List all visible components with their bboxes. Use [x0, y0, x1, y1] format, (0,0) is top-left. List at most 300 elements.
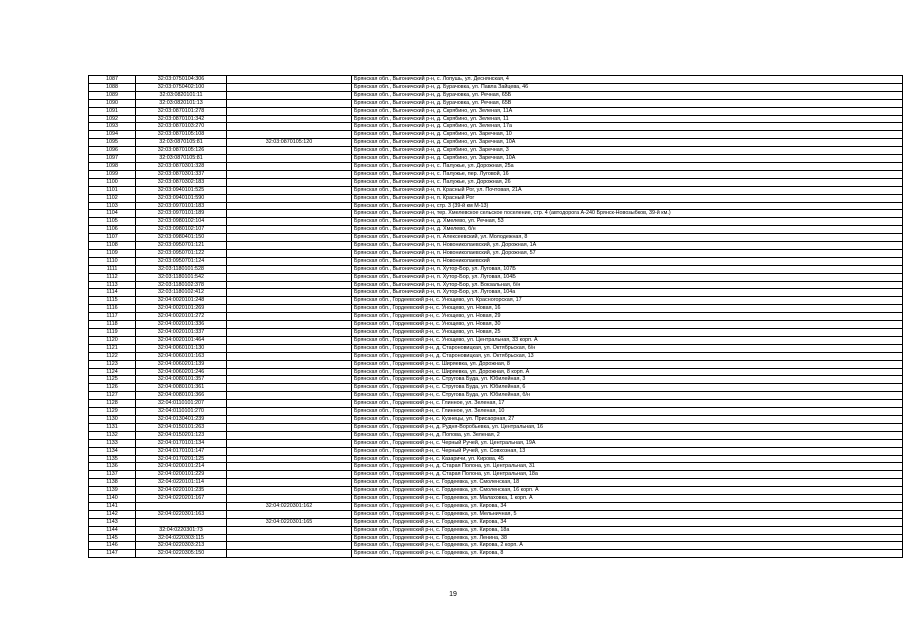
cadastral-number-cell: 32:04:0150201:123: [136, 431, 227, 439]
row-number-cell: 1129: [89, 408, 136, 416]
parent-cadastral-cell: [227, 495, 352, 503]
address-cell: Брянская обл., Гордеевский р-н, с. Гордеевка, ул. Смоленская, 16 корп. А: [352, 487, 903, 495]
parent-cadastral-cell: [227, 463, 352, 471]
table-row: [89, 408, 903, 416]
table-row: [89, 463, 903, 471]
table-row: [89, 249, 903, 257]
address-cell: Брянская обл., Гордеевский р-н, с. Ширяевка, ул. Дорожная, 8 корп. А: [352, 368, 903, 376]
cadastral-register-table: [88, 75, 903, 558]
address-cell: Брянская обл., Гордеевский р-н, с. Гордеевка, ул. Кирова, 8: [352, 550, 903, 558]
table-row: [89, 281, 903, 289]
row-number-cell: 1102: [89, 194, 136, 202]
table-row: [89, 265, 903, 273]
row-number-cell: 1111: [89, 265, 136, 273]
row-number-cell: 1137: [89, 471, 136, 479]
row-number-cell: 1098: [89, 162, 136, 170]
row-number-cell: 1127: [89, 392, 136, 400]
address-cell: Брянская обл., Гордеевский р-н, с. Глинное, ул. Зеленая, 17: [352, 400, 903, 408]
table-row: [89, 186, 903, 194]
address-cell: Брянская обл., Гордеевский р-н, д. Попова, ул. Зеленая, 2: [352, 431, 903, 439]
address-cell: Брянская обл., Выгоничский р-н, с. Лопушь, ул. Деснянская, 4: [352, 76, 903, 84]
parent-cadastral-cell: [227, 439, 352, 447]
table-row: [89, 313, 903, 321]
row-number-cell: 1133: [89, 439, 136, 447]
row-number-cell: 1147: [89, 550, 136, 558]
cadastral-number-cell: 32:04:0170101:134: [136, 439, 227, 447]
table-row: [89, 242, 903, 250]
row-number-cell: 1125: [89, 376, 136, 384]
parent-cadastral-cell: [227, 400, 352, 408]
cadastral-number-cell: 32:04:0060201:139: [136, 360, 227, 368]
table-row: [89, 107, 903, 115]
row-number-cell: 1087: [89, 76, 136, 84]
parent-cadastral-cell: 32:04:0220301:162: [227, 502, 352, 510]
cadastral-number-cell: 32:04:0080101:366: [136, 392, 227, 400]
address-cell: Брянская обл., Гордеевский р-н, с. Черный Ручей, ул. Совхозная, 13: [352, 447, 903, 455]
row-number-cell: 1123: [89, 360, 136, 368]
address-cell: Брянская обл., Гордеевский р-н, с. Ширяевка, ул. Дорожная, 8: [352, 360, 903, 368]
cadastral-number-cell: 32:04:0060201:246: [136, 368, 227, 376]
table-body: [89, 76, 903, 558]
parent-cadastral-cell: [227, 210, 352, 218]
table-row: [89, 305, 903, 313]
parent-cadastral-cell: [227, 431, 352, 439]
address-cell: Брянская обл., Гордеевский р-н, с. Гордеевка, ул. Кирова, 2 корп. А: [352, 542, 903, 550]
address-cell: Брянская обл., Выгоничский р-н, д. Скрябино, ул. Зеленая, 11: [352, 115, 903, 123]
parent-cadastral-cell: [227, 218, 352, 226]
address-cell: Брянская обл., Гордеевский р-н, с. Унощево, ул. Новая, 30: [352, 321, 903, 329]
cadastral-number-cell: 32:04:0130401:239: [136, 415, 227, 423]
cadastral-number-cell: 32:03:0750104:306: [136, 76, 227, 84]
parent-cadastral-cell: [227, 447, 352, 455]
address-cell: Брянская обл., Выгоничский р-н, д. Хмелево, б/н: [352, 226, 903, 234]
parent-cadastral-cell: [227, 273, 352, 281]
table-row: [89, 218, 903, 226]
cadastral-number-cell: 32:03:0820101:11: [136, 91, 227, 99]
parent-cadastral-cell: [227, 344, 352, 352]
address-cell: Брянская обл., Выгоничский р-н, п. Красный Рог, ул. Почтовая, 21А: [352, 186, 903, 194]
address-cell: Брянская обл., Гордеевский р-н, с. Гордеевка, ул. Кирова, 34: [352, 518, 903, 526]
table-row: [89, 210, 903, 218]
parent-cadastral-cell: [227, 526, 352, 534]
table-row: [89, 368, 903, 376]
address-cell: Брянская обл., Выгоничский р-н, д. Хмелево, ул. Речная, 53: [352, 218, 903, 226]
row-number-cell: 1095: [89, 139, 136, 147]
parent-cadastral-cell: [227, 202, 352, 210]
parent-cadastral-cell: [227, 76, 352, 84]
parent-cadastral-cell: [227, 257, 352, 265]
table-row: [89, 526, 903, 534]
parent-cadastral-cell: [227, 360, 352, 368]
address-cell: Брянская обл., Гордеевский р-н, с. Гордеевка, ул. Ленина, 38: [352, 534, 903, 542]
table-row: [89, 194, 903, 202]
parent-cadastral-cell: [227, 249, 352, 257]
page-number: 19: [449, 591, 457, 598]
cadastral-number-cell: 32:04:0220201:167: [136, 495, 227, 503]
cadastral-number-cell: 32:03:0870105:81: [136, 139, 227, 147]
row-number-cell: 1132: [89, 431, 136, 439]
address-cell: Брянская обл., Выгоничский р-н, с. Палужье, ул. Дорожная, 25а: [352, 162, 903, 170]
parent-cadastral-cell: [227, 91, 352, 99]
address-cell: Брянская обл., Гордеевский р-н, с. Унощево, ул. Новая, 16: [352, 305, 903, 313]
parent-cadastral-cell: [227, 147, 352, 155]
cadastral-number-cell: 32:03:1180101:542: [136, 273, 227, 281]
row-number-cell: 1122: [89, 352, 136, 360]
address-cell: Брянская обл., Гордеевский р-н, д. Староновицкая, ул. Октябрьская, б/н: [352, 344, 903, 352]
cadastral-number-cell: 32:04:0020101:248: [136, 297, 227, 305]
cadastral-number-cell: 32:03:0980102:107: [136, 226, 227, 234]
address-cell: Брянская обл., Гордеевский р-н, с. Гордеевка, ул. Кирова, 34: [352, 502, 903, 510]
parent-cadastral-cell: [227, 289, 352, 297]
table-row: [89, 455, 903, 463]
row-number-cell: 1139: [89, 487, 136, 495]
address-cell: Брянская обл., Выгоничский р-н, п. Хутор-Бор, ул. Луговая, 104Б: [352, 273, 903, 281]
parent-cadastral-cell: [227, 534, 352, 542]
table-row: [89, 376, 903, 384]
table-row: [89, 518, 903, 526]
row-number-cell: 1130: [89, 415, 136, 423]
cadastral-number-cell: 32:04:0060101:130: [136, 344, 227, 352]
table-row: [89, 439, 903, 447]
row-number-cell: 1099: [89, 170, 136, 178]
table-row: [89, 502, 903, 510]
address-cell: Брянская обл., Гордеевский р-н, с. Черный Ручей, ул. Центральная, 19А: [352, 439, 903, 447]
table-row: [89, 202, 903, 210]
cadastral-number-cell: 32:04:0220101:114: [136, 479, 227, 487]
row-number-cell: 1146: [89, 542, 136, 550]
address-cell: Брянская обл., Выгоничский р-н, с. Палужье, пер. Луговой, 16: [352, 170, 903, 178]
table-row: [89, 510, 903, 518]
row-number-cell: 1134: [89, 447, 136, 455]
parent-cadastral-cell: [227, 423, 352, 431]
cadastral-number-cell: 32:04:0110101:270: [136, 408, 227, 416]
cadastral-number-cell: 32:03:0870103:270: [136, 123, 227, 131]
table-row: [89, 534, 903, 542]
table-row: [89, 289, 903, 297]
table-row: [89, 423, 903, 431]
cadastral-number-cell: 32:03:1180101:528: [136, 265, 227, 273]
parent-cadastral-cell: [227, 115, 352, 123]
address-cell: Брянская обл., Гордеевский р-н, с. Унощево, ул. Новая, 29: [352, 313, 903, 321]
row-number-cell: 1108: [89, 242, 136, 250]
table-row: [89, 479, 903, 487]
address-cell: Брянская обл., Выгоничский р-н, п. Хутор-Бор, ул. Луговая, 104а: [352, 289, 903, 297]
table-row: [89, 226, 903, 234]
parent-cadastral-cell: [227, 471, 352, 479]
table-row: [89, 329, 903, 337]
table-row: [89, 257, 903, 265]
address-cell: Брянская обл., Гордеевский р-н, с. Казаричи, ул. Кирова, 45: [352, 455, 903, 463]
address-cell: Брянская обл., Выгоничский р-н, п. Красный Рог: [352, 194, 903, 202]
address-cell: Брянская обл., Гордеевский р-н, д. Старая Полона, ул. Центральная, 31: [352, 463, 903, 471]
table-row: [89, 352, 903, 360]
address-cell: Брянская обл., Выгоничский р-н, д. Бурачовка, ул. Речная, 65В: [352, 99, 903, 107]
cadastral-number-cell: 32:04:0220303:115: [136, 534, 227, 542]
table-row: [89, 447, 903, 455]
cadastral-number-cell: 32:03:0940101:525: [136, 186, 227, 194]
row-number-cell: 1101: [89, 186, 136, 194]
table-row: [89, 550, 903, 558]
parent-cadastral-cell: [227, 170, 352, 178]
cadastral-number-cell: 32:04:0170201:125: [136, 455, 227, 463]
row-number-cell: 1119: [89, 329, 136, 337]
parent-cadastral-cell: [227, 542, 352, 550]
row-number-cell: 1115: [89, 297, 136, 305]
cadastral-number-cell: 32:03:0940101:590: [136, 194, 227, 202]
cadastral-number-cell: 32:03:0980102:104: [136, 218, 227, 226]
row-number-cell: 1109: [89, 249, 136, 257]
row-number-cell: 1124: [89, 368, 136, 376]
table-row: [89, 76, 903, 84]
row-number-cell: 1114: [89, 289, 136, 297]
row-number-cell: 1106: [89, 226, 136, 234]
parent-cadastral-cell: [227, 415, 352, 423]
row-number-cell: 1144: [89, 526, 136, 534]
row-number-cell: 1094: [89, 131, 136, 139]
table-row: [89, 495, 903, 503]
address-cell: Брянская обл., Выгоничский р-н, п. Новониколаевский, ул. Дорожная, 1А: [352, 242, 903, 250]
parent-cadastral-cell: [227, 155, 352, 163]
cadastral-number-cell: 32:04:0020101:464: [136, 336, 227, 344]
row-number-cell: 1100: [89, 178, 136, 186]
parent-cadastral-cell: [227, 336, 352, 344]
parent-cadastral-cell: [227, 408, 352, 416]
cadastral-number-cell: 32:04:0220301:73: [136, 526, 227, 534]
register-sheet: [88, 75, 903, 558]
parent-cadastral-cell: [227, 83, 352, 91]
row-number-cell: 1117: [89, 313, 136, 321]
cadastral-number-cell: 32:04:0220305:150: [136, 550, 227, 558]
parent-cadastral-cell: 32:03:0870105:120: [227, 139, 352, 147]
row-number-cell: 1093: [89, 123, 136, 131]
table-row: [89, 344, 903, 352]
parent-cadastral-cell: [227, 234, 352, 242]
address-cell: Брянская обл., Выгоничский р-н, д. Скрябино, ул. Заречная, 10А: [352, 139, 903, 147]
address-cell: Брянская обл., Гордеевский р-н, с. Кузнецы, ул. Присаорная, 27: [352, 415, 903, 423]
table-row: [89, 336, 903, 344]
cadastral-number-cell: 32:03:0970101:189: [136, 210, 227, 218]
parent-cadastral-cell: [227, 329, 352, 337]
cadastral-number-cell: 32:04:0170101:147: [136, 447, 227, 455]
cadastral-number-cell: 32:04:0060101:163: [136, 352, 227, 360]
row-number-cell: 1120: [89, 336, 136, 344]
cadastral-number-cell: 32:03:0820101:13: [136, 99, 227, 107]
cadastral-number-cell: 32:04:0110101:207: [136, 400, 227, 408]
row-number-cell: 1112: [89, 273, 136, 281]
cadastral-number-cell: 32:03:0870101:342: [136, 115, 227, 123]
address-cell: Брянская обл., Гордеевский р-н, с. Гордеевка, ул. Кирова, 18а: [352, 526, 903, 534]
address-cell: Брянская обл., Гордеевский р-н, с. Струговa Буда, ул. Юбилейная, 3: [352, 376, 903, 384]
cadastral-number-cell: 32:04:0150101:263: [136, 423, 227, 431]
address-cell: Брянская обл., Выгоничский р-н, тер. Хмелевское сельское поселение, стр. 4 (автодорога А-240 Брянск-Новозыбков, 39-й км.): [352, 210, 903, 218]
cadastral-number-cell: 32:03:0870301:337: [136, 170, 227, 178]
cadastral-number-cell: 32:03:1180102:378: [136, 281, 227, 289]
row-number-cell: 1113: [89, 281, 136, 289]
cadastral-number-cell: 32:03:0950701:121: [136, 242, 227, 250]
table-row: [89, 139, 903, 147]
row-number-cell: 1140: [89, 495, 136, 503]
row-number-cell: 1091: [89, 107, 136, 115]
table-row: [89, 147, 903, 155]
table-row: [89, 155, 903, 163]
parent-cadastral-cell: [227, 392, 352, 400]
parent-cadastral-cell: [227, 479, 352, 487]
address-cell: Брянская обл., Выгоничский р-н, п. Новониколаевский: [352, 257, 903, 265]
row-number-cell: 1090: [89, 99, 136, 107]
table-row: [89, 131, 903, 139]
address-cell: Брянская обл., Гордеевский р-н, с. Гордеевка, ул. Мельничная, 5: [352, 510, 903, 518]
table-row: [89, 392, 903, 400]
row-number-cell: 1136: [89, 463, 136, 471]
row-number-cell: 1143: [89, 518, 136, 526]
table-row: [89, 273, 903, 281]
address-cell: Брянская обл., Гордеевский р-н, с. Унощево, ул. Центральная, 33 корп. А: [352, 336, 903, 344]
cadastral-number-cell: 32:04:0220101:235: [136, 487, 227, 495]
cadastral-number-cell: [136, 518, 227, 526]
parent-cadastral-cell: [227, 226, 352, 234]
parent-cadastral-cell: [227, 178, 352, 186]
row-number-cell: 1107: [89, 234, 136, 242]
parent-cadastral-cell: [227, 297, 352, 305]
parent-cadastral-cell: [227, 242, 352, 250]
table-row: [89, 415, 903, 423]
row-number-cell: 1138: [89, 479, 136, 487]
table-row: [89, 321, 903, 329]
parent-cadastral-cell: [227, 162, 352, 170]
row-number-cell: 1116: [89, 305, 136, 313]
table-row: [89, 170, 903, 178]
parent-cadastral-cell: [227, 107, 352, 115]
row-number-cell: 1105: [89, 218, 136, 226]
address-cell: Брянская обл., Гордеевский р-н, д. Староновицкая, ул. Октябрьская, 13: [352, 352, 903, 360]
address-cell: Брянская обл., Выгоничский р-н, п. Хутор-Бор, ул. Луговая, 107Б: [352, 265, 903, 273]
address-cell: Брянская обл., Выгоничский р-н, п. Новониколаевский, ул. Дорожная, 57: [352, 249, 903, 257]
table-row: [89, 234, 903, 242]
cadastral-number-cell: [136, 502, 227, 510]
row-number-cell: 1118: [89, 321, 136, 329]
table-row: [89, 542, 903, 550]
address-cell: Брянская обл., Выгоничский р-н, д. Скрябино, ул. Заречная, 10: [352, 131, 903, 139]
address-cell: Брянская обл., Гордеевский р-н, с. Струговa Буда, ул. Юбилейная, б/н: [352, 392, 903, 400]
address-cell: Брянская обл., Гордеевский р-н, д. Старая Полона, ул. Центральная, 18а: [352, 471, 903, 479]
row-number-cell: 1131: [89, 423, 136, 431]
parent-cadastral-cell: [227, 321, 352, 329]
row-number-cell: 1128: [89, 400, 136, 408]
parent-cadastral-cell: [227, 487, 352, 495]
table-row: [89, 384, 903, 392]
row-number-cell: 1126: [89, 384, 136, 392]
table-row: [89, 178, 903, 186]
table-row: [89, 162, 903, 170]
table-row: [89, 297, 903, 305]
cadastral-number-cell: 32:03:1180102:412: [136, 289, 227, 297]
cadastral-number-cell: 32:03:0980401:150: [136, 234, 227, 242]
address-cell: Брянская обл., Гордеевский р-н, с. Гордеевка, ул. Малаховка, 1 корп. А: [352, 495, 903, 503]
row-number-cell: 1103: [89, 202, 136, 210]
address-cell: Брянская обл., Выгоничский р-н, д. Скрябино, ул. Зеленая, 17а: [352, 123, 903, 131]
cadastral-number-cell: 32:03:0870301:328: [136, 162, 227, 170]
address-cell: Брянская обл., Выгоничский р-н, д. Скрябино, ул. Заречная, 3: [352, 147, 903, 155]
address-cell: Брянская обл., Гордеевский р-н, с. Гордеевка, ул. Смоленская, 18: [352, 479, 903, 487]
cadastral-number-cell: 32:04:0200101:229: [136, 471, 227, 479]
cadastral-number-cell: 32:04:0200101:214: [136, 463, 227, 471]
parent-cadastral-cell: [227, 313, 352, 321]
row-number-cell: 1088: [89, 83, 136, 91]
address-cell: Брянская обл., Выгоничский р-н, п. Хутор-Бор, ул. Вокзальная, б/н: [352, 281, 903, 289]
cadastral-number-cell: 32:03:0870105:108: [136, 131, 227, 139]
row-number-cell: 1121: [89, 344, 136, 352]
table-row: [89, 123, 903, 131]
cadastral-number-cell: 32:03:0870105:126: [136, 147, 227, 155]
row-number-cell: 1096: [89, 147, 136, 155]
address-cell: Брянская обл., Выгоничский р-н, д. Скрябино, ул. Заречная, 10А: [352, 155, 903, 163]
parent-cadastral-cell: 32:04:0220301:165: [227, 518, 352, 526]
parent-cadastral-cell: [227, 305, 352, 313]
row-number-cell: 1142: [89, 510, 136, 518]
cadastral-number-cell: 32:04:0220303:213: [136, 542, 227, 550]
cadastral-number-cell: 32:03:0870302:183: [136, 178, 227, 186]
cadastral-number-cell: 32:04:0220301:163: [136, 510, 227, 518]
cadastral-number-cell: 32:04:0020101:269: [136, 305, 227, 313]
row-number-cell: 1104: [89, 210, 136, 218]
address-cell: Брянская обл., Выгоничский р-н, стр. 3 (39-й км М-13): [352, 202, 903, 210]
table-row: [89, 431, 903, 439]
address-cell: Брянская обл., Выгоничский р-н, с. Палужье, ул. Дорожная, 26: [352, 178, 903, 186]
address-cell: Брянская обл., Гордеевский р-н, с. Унощево, ул. Красногорская, 17: [352, 297, 903, 305]
cadastral-number-cell: 32:03:0950701:124: [136, 257, 227, 265]
table-row: [89, 360, 903, 368]
table-row: [89, 91, 903, 99]
parent-cadastral-cell: [227, 123, 352, 131]
row-number-cell: 1097: [89, 155, 136, 163]
parent-cadastral-cell: [227, 194, 352, 202]
address-cell: Брянская обл., Выгоничский р-н, п. Алексеевский, ул. Молодежная, 8: [352, 234, 903, 242]
parent-cadastral-cell: [227, 384, 352, 392]
table-row: [89, 83, 903, 91]
cadastral-number-cell: 32:04:0080101:361: [136, 384, 227, 392]
parent-cadastral-cell: [227, 455, 352, 463]
table-row: [89, 99, 903, 107]
cadastral-number-cell: 32:03:0970101:183: [136, 202, 227, 210]
parent-cadastral-cell: [227, 352, 352, 360]
address-cell: Брянская обл., Выгоничский р-н, д. Бурачовка, ул. Павла Зайцева, 46: [352, 83, 903, 91]
parent-cadastral-cell: [227, 368, 352, 376]
cadastral-number-cell: 32:04:0080101:357: [136, 376, 227, 384]
table-row: [89, 400, 903, 408]
cadastral-number-cell: 32:04:0020101:272: [136, 313, 227, 321]
address-cell: Брянская обл., Выгоничский р-н, д. Бурачовка, ул. Речная, 65Б: [352, 91, 903, 99]
parent-cadastral-cell: [227, 510, 352, 518]
parent-cadastral-cell: [227, 281, 352, 289]
parent-cadastral-cell: [227, 550, 352, 558]
parent-cadastral-cell: [227, 131, 352, 139]
cadastral-number-cell: 32:04:0020101:336: [136, 321, 227, 329]
parent-cadastral-cell: [227, 376, 352, 384]
table-row: [89, 487, 903, 495]
row-number-cell: 1141: [89, 502, 136, 510]
address-cell: Брянская обл., Гордеевский р-н, с. Струговa Буда, ул. Юбилейная, 6: [352, 384, 903, 392]
address-cell: Брянская обл., Гордеевский р-н, с. Глинное, ул. Зеленая, 10: [352, 408, 903, 416]
parent-cadastral-cell: [227, 265, 352, 273]
address-cell: Брянская обл., Гордеевский р-н, д. Рудня-Воробьевка, ул. Центральная, 16: [352, 423, 903, 431]
row-number-cell: 1145: [89, 534, 136, 542]
row-number-cell: 1092: [89, 115, 136, 123]
parent-cadastral-cell: [227, 186, 352, 194]
cadastral-number-cell: 32:03:0750402:100: [136, 83, 227, 91]
cadastral-number-cell: 32:04:0020101:337: [136, 329, 227, 337]
row-number-cell: 1110: [89, 257, 136, 265]
table-row: [89, 115, 903, 123]
